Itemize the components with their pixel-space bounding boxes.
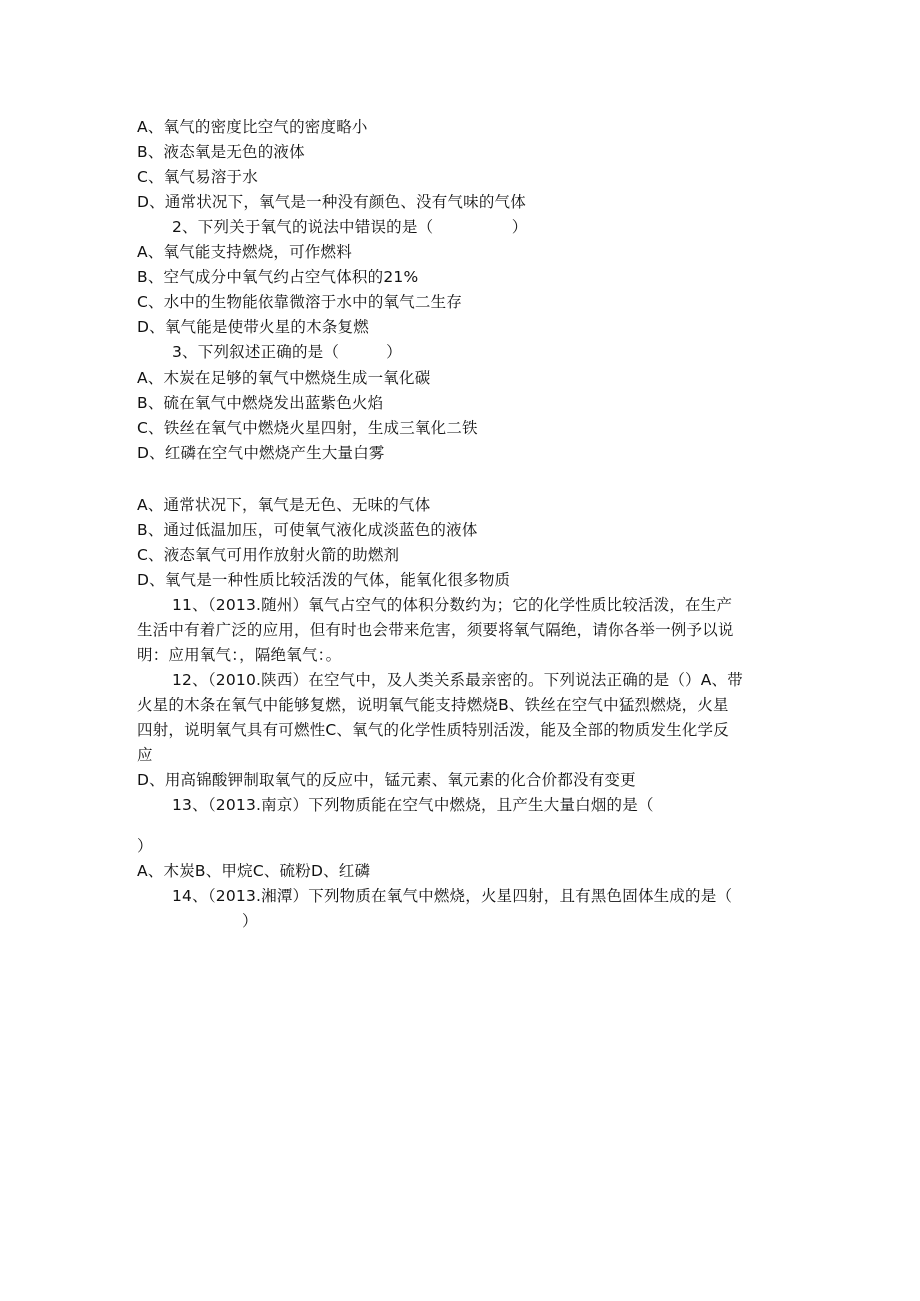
question-11-line-2: 生活中有着广泛的应用，但有时也会带来危害，须要将氧气隔绝，请你各举一例予以说 [137,621,734,639]
question-12-option-d: D、用高锦酸钾制取氧气的反应中，锰元素、氧元素的化合价都没有变更 [137,771,636,789]
question-11-line-1: 11、（2013.随州）氧气占空气的体积分数约为；它的化学性质比较活泼，在生产 [172,596,733,614]
option-d: D、通常状况下，氧气是一种没有颜色、没有气味的气体 [137,193,526,211]
question-2-option-a: A、氧气能支持燃烧，可作燃料 [137,243,352,261]
question-14-line-1: 14、（2013.湘潭）下列物质在氧气中燃烧，火星四射，且有黑色固体生成的是（ [172,887,733,905]
question-2-stem: 2、下列关于氧气的说法中错误的是（ ） [172,218,528,236]
option-c: C、液态氧气可用作放射火箭的助燃剂 [137,546,400,564]
option-a: A、通常状况下，氧气是无色、无味的气体 [137,496,431,514]
option-d: D、氧气是一种性质比较活泼的气体，能氧化很多物质 [137,571,511,589]
question-14-line-2: ） [242,912,258,930]
question-2-option-b: B、空气成分中氧气约占空气体积的21% [137,268,419,286]
question-13-line-1: 13、（2013.南京）下列物质能在空气中燃烧，且产生大量白烟的是（ [172,796,654,814]
question-11-line-3: 明：应用氧气：，隔绝氧气：。 [137,646,342,664]
question-3-option-a: A、木炭在足够的氧气中燃烧生成一氧化碳 [137,369,431,387]
option-b: B、通过低温加压，可使氧气液化成淡蓝色的液体 [137,521,478,539]
question-3-option-c: C、铁丝在氧气中燃烧火星四射，生成三氧化二铁 [137,419,478,437]
question-3-stem: 3、下列叙述正确的是（ ） [172,343,402,361]
question-3-option-d: D、红磷在空气中燃烧产生大量白雾 [137,444,385,462]
question-13-options: A、木炭B、甲烷C、硫粉D、红磷 [137,862,371,880]
question-12-line-4: 应 [137,746,153,764]
question-13-line-2: ） [137,837,153,855]
question-12-line-2: 火星的木条在氧气中能够复燃，说明氧气能支持燃烧B、铁丝在空气中猛烈燃烧，火星 [137,696,729,714]
question-3-option-b: B、硫在氧气中燃烧发出蓝紫色火焰 [137,394,384,412]
question-12-line-3: 四射，说明氧气具有可燃性C、氧气的化学性质特别活泼，能及全部的物质发生化学反 [137,721,729,739]
question-2-option-d: D、氧气能是使带火星的木条复燃 [137,318,369,336]
question-12-line-1: 12、（2010.陕西）在空气中，及人类关系最亲密的。下列说法正确的是（）A、带 [172,671,743,689]
question-2-option-c: C、水中的生物能依靠微溶于水中的氧气二生存 [137,293,463,311]
option-a: A、氧气的密度比空气的密度略小 [137,118,368,136]
option-c: C、氧气易溶于水 [137,168,258,186]
option-b: B、液态氧是无色的液体 [137,143,305,161]
